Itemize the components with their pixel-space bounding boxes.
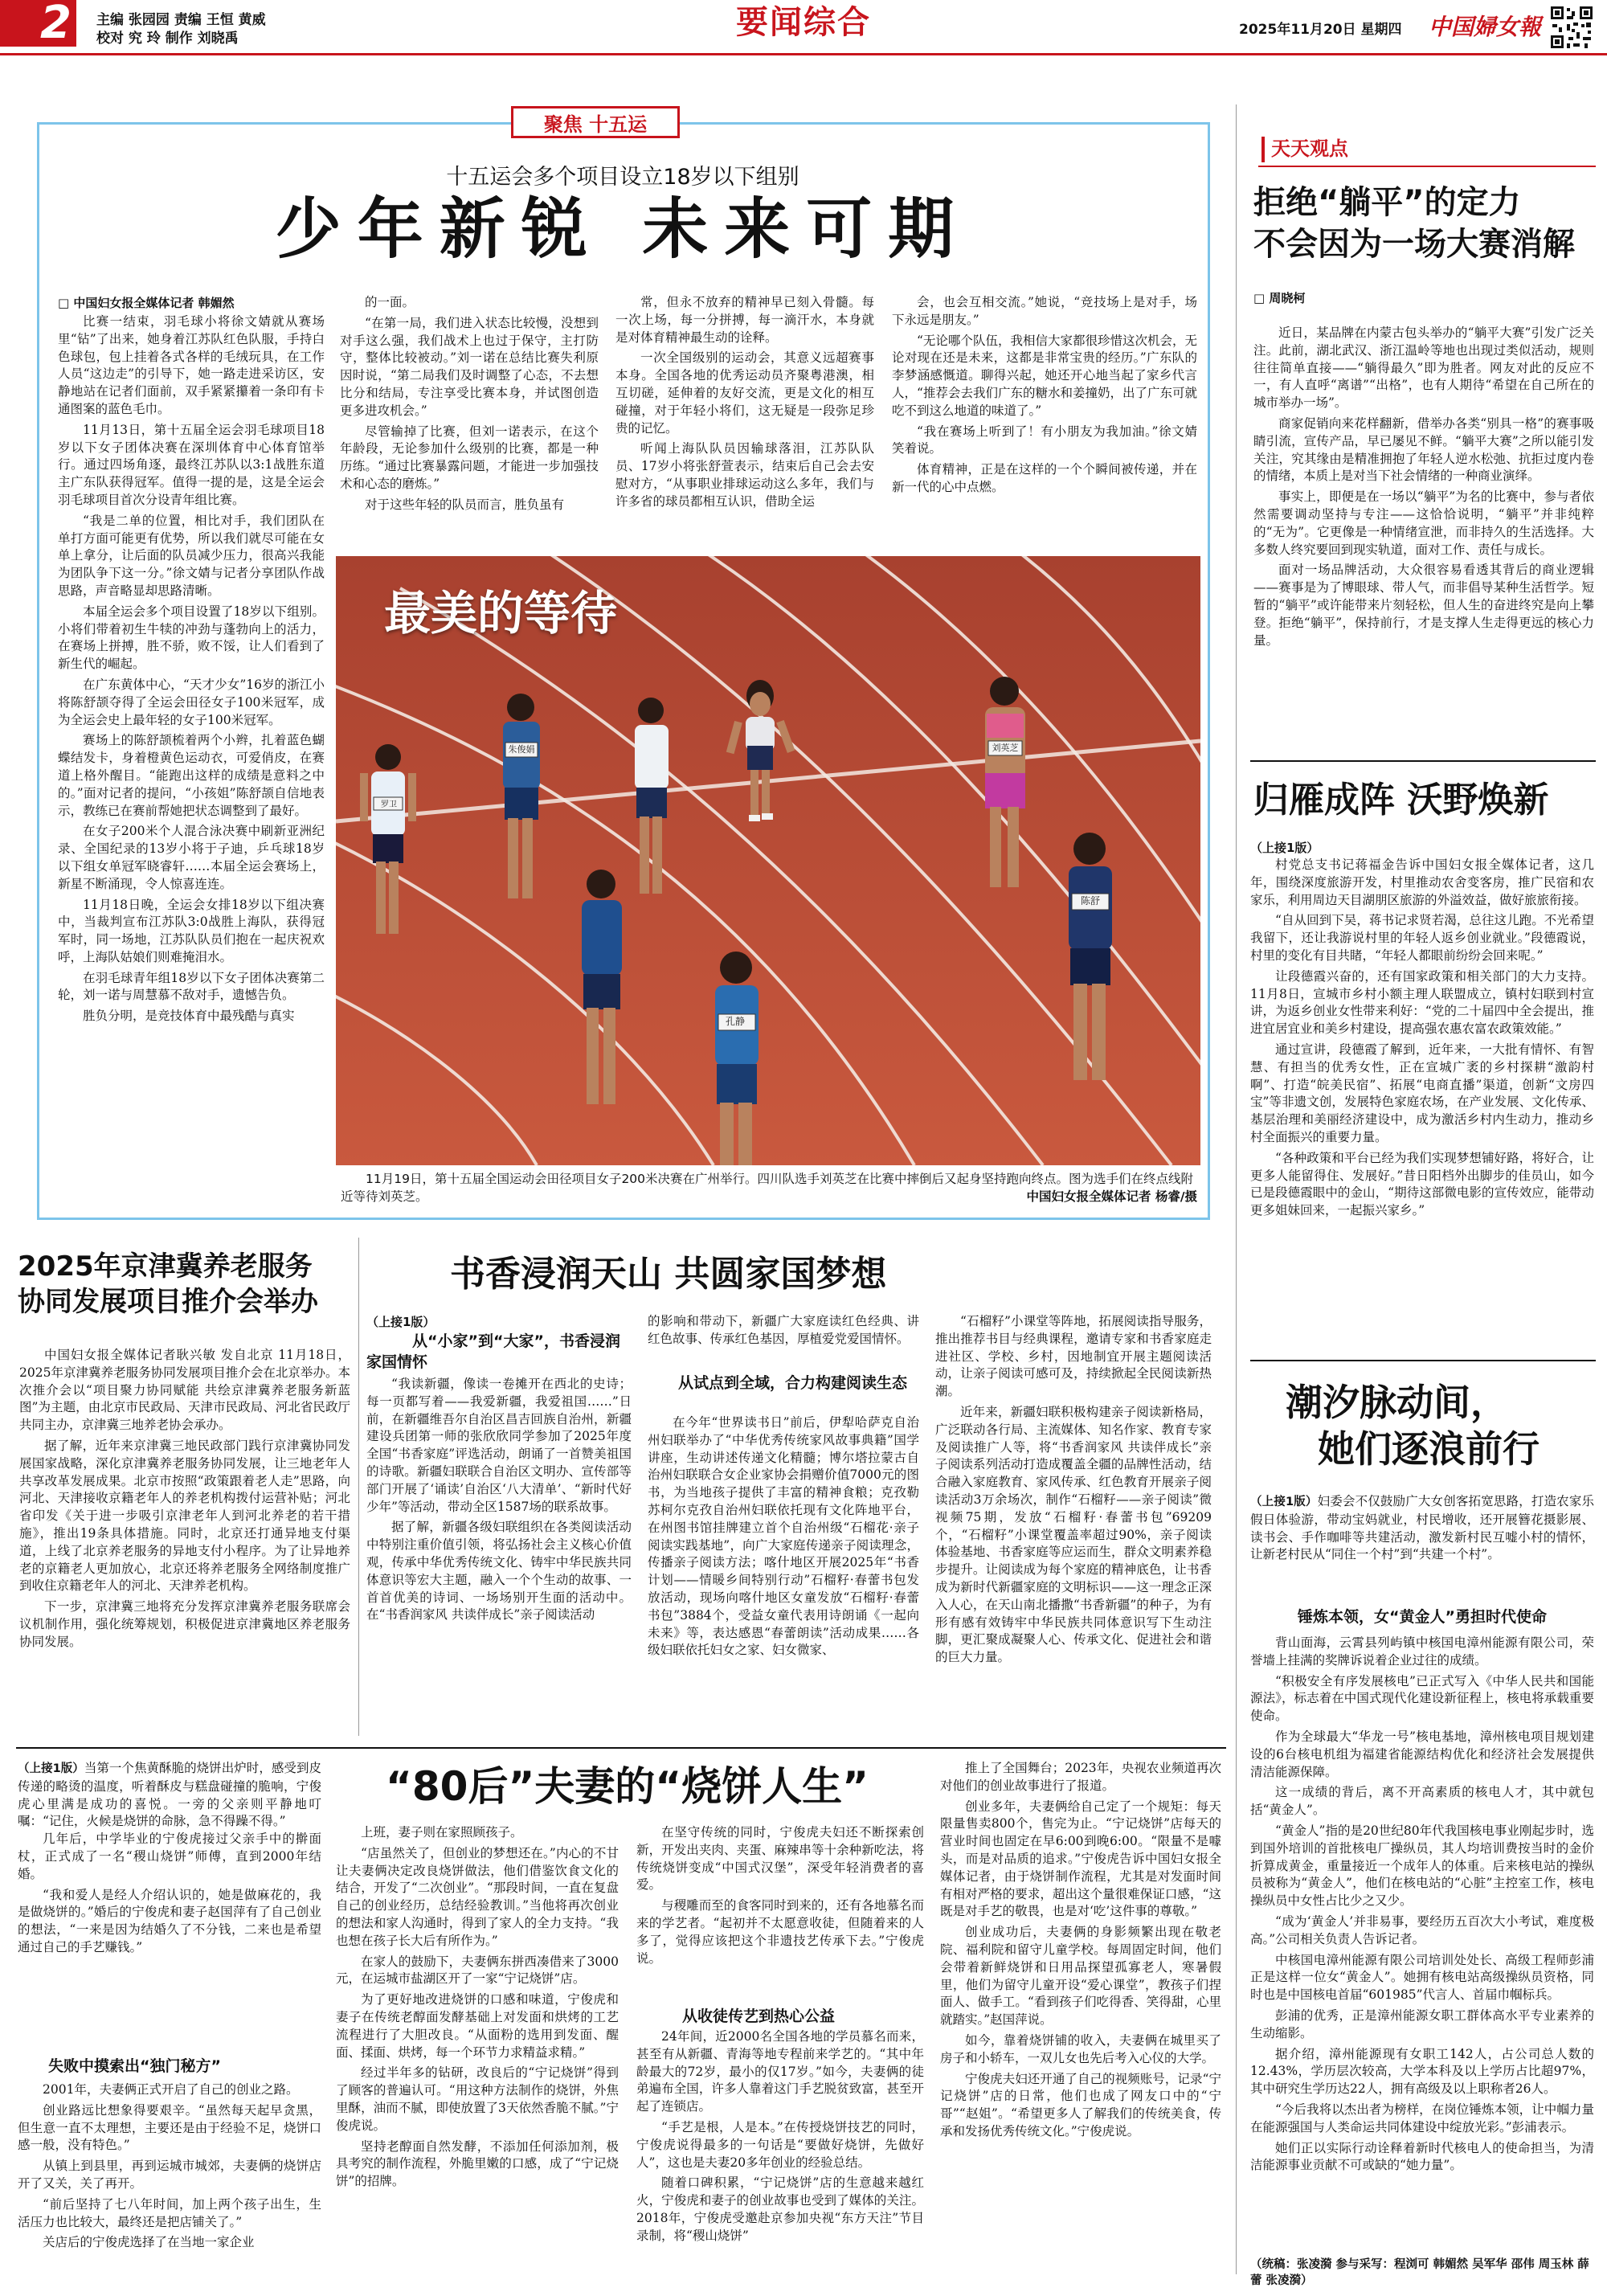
paragraph: 上班，妻子则在家照顾孩子。 [361,1825,523,1840]
shaobing-lead: （上接1版） [18,1762,84,1775]
paragraph: 创业成功后，夫妻俩的身影频繁出现在敬老院、福利院和留守儿童学校。每周固定时间，他们会带着新鲜烧饼和日用品探望孤寡老人，寒暑假里，他们为留守儿童开设“爱心课堂”，教孩子们捏面人、做手工。“看到孩子们吃得香、笑得甜，心里就踏实。”赵国萍说。 [940,1925,1221,2028]
paragraph: 赛场上的陈舒颉梳着两个小辫，扎着蓝色蝴蝶结发卡，身着橙黄色运动衣，可爱俏皮，在赛道上格外醒目。“能跑出这样的成绩是意料之中的。”面对记者的提问，“小孩姐”陈舒颉自信地表示，教练已在赛前帮她把状态调整到了最好。 [58,733,325,818]
masthead-rule [0,53,1607,55]
shaobing-col-4 [940,1760,1221,2292]
opinion-title-2: 不会因为一场大赛消解 [1253,226,1575,263]
shaobing-col-2-body [336,1824,619,2191]
paragraph: 几年后，中学毕业的宁俊虎接过父亲手中的擀面杖，正式成了一名“稷山烧饼”师傅，直到2000年结婚。 [18,1831,321,1881]
paragraph: 创业多年，夫妻俩给自己定了一个规矩：每天限量售卖800个，售完为止。“宁记烧饼”店每天的营业时间也固定在早6:00到晚6:00。“限量不是噱头，而是对品质的追求。”宁俊虎告诉中国妇女报全媒体记者，由于烧饼制作流程，尤其是对发面时间有相对严格的要求，超出这个量很难保证口感，“这既是对手艺的敬畏，也是对‘吃’这件事的尊敬。” [940,1799,1221,1919]
books-col-3 [935,1313,1212,1736]
books-subhead-1: 从“小家”到“大家”，书香浸润家国情怀 [366,1332,620,1371]
feature-col-4-body [892,294,1197,497]
shaobing-col-1-body [18,1761,321,1957]
paragraph: 从镇上到县里，再到运城市城郊，夫妻俩的烧饼店开了又关，关了再开。 [18,2159,321,2191]
books-col-3-body [935,1313,1212,1667]
books-col-1 [366,1376,632,1736]
paragraph: “成为‘黄金人’并非易事，要经历五百次大小考试，难度极高。”公司相关负责人告诉记者。 [1250,1913,1594,1946]
paragraph: “我在赛场上听到了！有小朋友为我加油。”徐文婧笑着说。 [892,424,1197,456]
paragraph: 推上了全国舞台；2023年，央视农业频道再次对他们的创业故事进行了报道。 [940,1761,1221,1793]
elder-title-1: 2025年京津冀养老服务 [18,1250,313,1283]
paragraph: 在今年“世界读书日”前后，伊犁哈萨克自治州妇联举办了“中华优秀传统家风故事典籍”国学讲座，生动讲述传递文化精髓；博尔塔拉蒙古自治州妇联联合女企业家协会捐赠价值7000元的图书，为当地孩子提供了丰富的精神食粮；克孜勒苏柯尔克孜自治州妇联依托现有文化阵地平台，在州图书馆挂牌建立首个自治州级“石榴花·亲子阅读实践基地”，向广大家庭传递亲子阅读理念，传播亲子阅读方法；喀什地区开展2025年“书香计划——情暖乡间特别行动”石榴籽·春蕾书包发放活动，现场向喀什地区女童发放“石榴籽·春蕾书包”3884个，受益女童代表用诗朗诵《一起向未来》等，表达感恩“春蕾朗读”活动成果……各级妇联依托妇女之家、妇女微家、 [648,1415,919,1658]
staff-line-1: 主编 张园园 责编 王恒 黄威 [96,12,266,28]
shaobing-col-4-body [940,1760,1221,2141]
elder-body [19,1347,350,1733]
shaobing-subhead-1: 失败中摸索出“独门秘方” [48,2057,221,2075]
feature-byline: □ 中国妇女报全媒体记者 韩媚然 [58,296,235,310]
page-number: 2 [40,0,72,49]
paragraph: 体育精神，正是在这样的一个个瞬间被传递，并在新一代的心中点燃。 [892,462,1197,494]
opinion-title-1: 拒绝“躺平”的定力 [1253,184,1521,221]
paragraph: 一次全国级别的运动会，其意义远超赛事本身。全国各地的优秀运动员齐聚粤港澳，相互切磋，延伸着的友好交流，更是文化的相互碰撞，对于年轻小将们，这无疑是一段弥足珍贵的记忆。 [615,350,874,436]
paragraph: 的影响和带动下，新疆广大家庭读红色经典、讲红色故事、传承红色基因，厚植爱党爱国情怀。 [648,1314,919,1346]
paragraph: 中核国电漳州能源有限公司培训处处长、高级工程师彭浦正是这样一位女“黄金人”。她拥有核电站高级操纵员资格，同时也是中国核电首届“601985”代言人、首届巾帼标兵。 [1250,1952,1594,2003]
paragraph: 创业路远比想象得要艰辛。“虽然每天起早贪黑，但生意一直不太理想，主要还是由于经验不足，烧饼口感一般，没有特色。” [18,2102,321,2153]
tide-title-1: 潮汐脉动间， [1286,1381,1507,1424]
staff-line-2: 校对 究 玲 制作 刘晓禹 [96,31,239,47]
tide-title-2: 她们逐浪前行 [1318,1427,1540,1471]
feature-col-2 [340,294,599,551]
shaobing-col-1b-body [18,2081,321,2252]
paragraph: “在第一局，我们进入状态比较慢，没想到对手这么强，我们战术上也过于保守，主打防守，整体比较被动。”刘一诺在总结比赛失利原因时说，“第二局我们及时调整了心态，不去想比分和结局，专注享受比赛本身，并试图创造更多进攻机会。” [340,315,599,418]
tide-intro [1250,1493,1594,1602]
paragraph: 彭浦的优秀，正是漳州能源女职工群体高水平专业素养的生动缩影。 [1250,2007,1594,2040]
feature-col-3 [615,294,874,551]
paragraph: “我是二单的位置，相比对手，我们团队在单打方面可能更有优势，所以我们就尽可能在女单上拿分，让后面的队员减少压力，很高兴我能为团队争下这一分。”徐文婧与记者分享团队作战思路，声音略显却思路清晰。 [58,513,325,598]
books-title: 书香浸润天山 共圆家国梦想 [450,1254,887,1295]
paragraph: 村党总支书记蒋福金告诉中国妇女报全媒体记者，这几年，围绕深度旅游开发，村里推动农舍变客房，推广民宿和农家乐，利用周边天目湖朋区旅游的外溢效益，做好旅旅衔接。 [1250,857,1594,907]
paragraph: 如今，靠着烧饼铺的收入，夫妻俩在城里买了房子和小轿车，一双儿女也先后考入心仪的大学。 [940,2032,1221,2065]
paragraph: 坚持老醇面自然发酵，不添加任何添加剂，极具考究的制作流程，外脆里嫩的口感，成了“宁记烧饼”的招牌。 [336,2138,619,2189]
paragraph: 近年来，新疆妇联积极构建亲子阅读新格局，广泛联动各行局、主流媒体、知名作家、教育专家及阅读推广人等，将“书香润家风 共读伴成长”亲子阅读系列活动打造成覆盖全疆的品牌性活动，结合融入家庭教育、家风传承、红色教育开展亲子阅读活动3万余场次，制作“石榴籽——亲子阅读”微视频75期，发放“石榴籽·春蕾书包”69209个，“石榴籽”小课堂覆盖率超过90%，亲子阅读体验基地、书香家庭等应运而生，群众文明素养稳步提升。让阅读成为每个家庭的精神底色，让书香成为新时代新疆家庭的文明标识——这一理念正深入人心，在天山南北播撒“书香新疆”的种子，为有形有感有效铸牢中华民族共同体意识写下生动注脚，更汇聚成凝聚人心、传承文化、促进社会和谐的巨大力量。 [935,1404,1212,1665]
paragraph: 中国妇女报全媒体记者耿兴敏 发自北京 11月18日，2025年京津冀养老服务协同发展项目推介会在北京举办。本次推介会以“项目聚力协同赋能 共绘京津冀养老服务新蓝图”为主题，由北京市民政局、天津市民政局、河北省民政厅共同主办，京津冀三地养老协会承办。 [19,1348,350,1433]
feature-col-2-body [340,294,599,514]
paragraph: 在坚守传统的同时，宁俊虎夫妇还不断探索创新，开发出夹肉、夹蛋、麻辣串等十余种新吃法，将传统烧饼变成“中国式汉堡”，深受年轻消费者的喜爱。 [636,1825,924,1893]
paragraph: “各种政策和平台已经为我们实现梦想铺好路，将好合，让更多人能留得住、发展好。”昔日阳档外出脚步的佳员山，如今已是段德霞眼中的金山，“期待这部微电影的宣传效应，能带动更多姐妹回来，一起振兴家乡。” [1250,1150,1594,1218]
paragraph: “前后坚持了七八年时间，加上两个孩子出生，生活压力也比较大，最终还是把店铺关了。” [18,2196,321,2229]
paragraph: “自从回到下吴，蒋书记求贤若渴，总往这儿跑。不光希望我留下，还让我游说村里的年轻人返乡创业就业。”段德霞说，村里的变化有目共睹，“年轻人都眼前纷纷会回来呢。” [1250,913,1594,963]
paragraph: 24年间，近2000名全国各地的学员慕名而来，甚至有从新疆、青海等地专程前来学艺的。“其中年龄最大的72岁，最小的仅17岁。”如今，夫妻俩的徒弟遍布全国，许多人靠着这门手艺脱贫致富，甚至开起了连锁店。 [636,2029,924,2114]
bib-label: 孔静 [725,1016,745,1027]
paragraph: 为了更好地改进烧饼的口感和味道，宁俊虎和妻子在传统老醇面发酵基础上对发面和烘烤的工艺流程进行了大胆改良。“从面粉的选用到发面、醒面、揉面、烘烤，每一个环节力求精益求精。” [336,1992,619,2060]
books-lead: （上接1版） [366,1315,435,1329]
opinion-body-inner [1253,325,1594,649]
paragraph: 比赛一结束，羽毛球小将徐文婧就从赛场里“钻”了出来，她身着江苏队红色队服，手持白色球包，包上挂着各式各样的毛绒玩具，在工作人员“这边走”的引导下，她一路走进采访区，安静地站在记者们面前，双手紧紧攥着一条印有卡通图案的蓝色毛巾。 [58,314,325,416]
paragraph: “店虽然关了，但创业的梦想还在。”内心的不甘让夫妻俩决定改良烧饼做法，他们借鉴饮食文化的结合，开发了“二次创业”。“那段时间，一直在复盘自己的创业经历，总结经验教训。”当他将再次创业的想法和家人沟通时，得到了家人的全力支持。“我也想在孩子长大后有所作为。” [336,1845,619,1948]
elder-body-inner [19,1347,350,1651]
paragraph: “今后我将以杰出者为榜样，在岗位锤炼本领，让中帼力量在能源强国与人类命运共同体建设中绽放光彩。”彭浦表示。 [1250,2102,1594,2134]
paragraph: 据了解，近年来京津冀三地民政部门践行京津冀协同发展国家战略，深化京津冀养老服务协同发展，让三地老年人共享改革发展成果。北京市按照“政策跟着老人走”思路，向河北、天津接收京籍老年人的养老机构拨付运营补贴；河北省印发《关于进一步吸引京津老年人到河北养老的若干措施》，推出19条具体措施。同时，北京还打通异地支付渠道，上线了北京养老服务的异地支付小程序。为了让异地养老的京籍老人更加放心，北京还将养老服务全网络制度推广到收住京籍老年人的河北、天津养老机构。 [19,1438,350,1594]
paragraph: “我和爱人是经人介绍认识的，她是做麻花的，我是做烧饼的。”婚后的宁俊虎和妻子赵国萍有了自己创业的想法，“一来是因为结婚久了不分钱，二来也是希望通过自己的手艺赚钱。” [18,1887,321,1954]
books-col-2a [648,1313,919,1374]
feature-col-3-body [615,294,874,511]
shaobing-col-3a [636,1824,924,2006]
paragraph: 面对一场品牌活动，大众很容易看透其背后的商业逻辑——赛事是为了博眼球、带人气，而非倡导某种生活哲学。短暂的“躺平”或许能带来片刻轻松，但人生的奋进终究是向上攀登。拒绝“躺平”，保持前行，才是支撑人生走得更远的核心力量。 [1253,563,1594,648]
race-photo [336,556,1200,1165]
paragraph: “积极安全有序发展核电”已正式写入《中华人民共和国能源法》，标志着在中国式现代化建设新征程上，核电将承载重要使命。 [1250,1673,1594,1724]
rural-body [1250,857,1594,1349]
paragraph: 11月18日晚，全运会女排18岁以下组决赛中，当裁判宣布江苏队3:0战胜上海队，获得冠军时，同一场地，江苏队队员们抱在一起庆祝欢呼，上海队姑娘们则难掩泪水。 [58,897,325,964]
shaobing-col-1 [18,1760,321,2052]
bib-label: 罗卫 [381,800,397,809]
paragraph: 2001年，夫妻俩正式开启了自己的创业之路。 [43,2082,299,2097]
paragraph: 当第一个焦黄酥脆的烧饼出炉时，感受到皮传递的略烫的温度，听着酥皮与糕盘碰撞的脆响，宁俊虎心里满是成功的喜悦。一旁的父亲则平静地叮嘱：“记住，火候是烧饼的命脉，急不得躁不得。” [18,1761,321,1829]
shaobing-col-2 [336,1824,619,2292]
rural-title: 归雁成阵 沃野焕新 [1253,780,1549,821]
tide-body-inner [1250,1635,1594,2175]
paragraph: “无论哪个队伍，我相信大家都很珍惜这次机会，无论对现在还是未来，这都是非常宝贵的经历。”广东队的李梦涵感慨道。聊得兴起，她还开心地当起了家乡代言人，“推荐会去我们广东的糖水和姜撞奶，出了广东可就吃不到这么地道的味道了。” [892,333,1197,418]
paragraph: 通过宣讲，段德霞了解到，近年来，一大批有情怀、有智慧、有担当的优秀女性，正在宣城广袤的乡村探耕“激韵村啊”、打造“皖美民宿”、拓展“电商直播”渠道，创新“文房四宝”等非遗文创，发展特色家庭农场，在产业发展、文化传承、基层治理和美丽经济建设中，成为激活乡村内生动力，推动乡村全面振兴的重要力量。 [1250,1042,1594,1144]
paragraph: 本届全运会多个项目设置了18岁以下组别。小将们带着初生牛犊的冲劲与蓬勃向上的活力，在赛场上拼搏，胜不骄，败不馁，让人们看到了新生代的崛起。 [58,604,325,672]
shaobing-subhead-2: 从收徒传艺到热心公益 [682,2007,836,2025]
paragraph: 作为全球最大“华龙一号”核电基地，漳州核电项目规划建设的6台核电机组为福建省能源结构优化和经济社会发展提供清洁能源保障。 [1250,1729,1594,1779]
paragraph: 下一步，京津冀三地将充分发挥京津冀养老服务联席会议机制作用，强化统筹规划，积极促进京津冀地区养老服务协同发展。 [19,1599,350,1649]
date-line: 2025年11月20日 星期四 [1239,22,1402,38]
paragraph: 胜负分明，是竞技体育中最残酷与真实 [83,1009,295,1024]
rural-body-inner [1250,857,1594,1220]
photo-title: 最美的等待 [384,586,618,641]
opinion-tag: 天天观点 [1271,137,1348,160]
paragraph: 随着口碑积累，“宁记烧饼”店的生意越来越红火，宁俊虎和妻子的创业故事也受到了媒体的关注。2018年，宁俊虎受邀赴京参加央视“东方天注”节目录制，将“稷山烧饼” [636,2175,924,2243]
shaobing-col-3b [636,2028,924,2292]
tide-lead: （上接1版） [1250,1496,1318,1508]
paragraph: 商家促销向来花样翻新，借举办各类“别具一格”的赛事吸睛引流，宣传产品，早已屡见不鲜。“躺平大赛”之所以能引发关注，究其缘由是精准拥抱了年轻人逆水松弛、抗拒过度内卷的情绪，本质上是对当下社会情绪的一种商业演绎。 [1253,415,1594,484]
feature-banner: 聚焦 十五运 [511,106,680,138]
paragraph: “手艺是根，人是本。”在传授烧饼技艺的同时，宁俊虎说得最多的一句话是“要做好烧饼，先做好人”，这也是夫妻20多年创业的经验总结。 [636,2119,924,2170]
photo-caption: 11月19日，第十五届全国运动会田径项目女子200米决赛在广州举行。四川队选手刘英芝在比赛中摔倒后又起身坚持跑向终点。图为选手们在终点线附近等待刘英芝。 [341,1172,1194,1204]
paragraph: 这一成绩的背后，离不开高素质的核电人才，其中就包括“黄金人”。 [1250,1785,1594,1818]
bib-label: 陈舒 [1080,895,1100,907]
paragraph: 在家人的鼓励下，夫妻俩东拼西凑借来了3000元，在运城市盐湖区开了一家“宁记烧饼”店。 [336,1954,619,1987]
paragraph: 她们正以实际行动诠释着新时代核电人的使命担当，为清洁能源事业贡献不可或缺的“她力量”。 [1250,2140,1594,2173]
feature-title: 少年新锐 未来可期 [275,191,971,268]
shaobing-col-3b-body [636,2028,924,2245]
books-subhead-2: 从试点到全域，合力构建阅读生态 [678,1374,908,1392]
tide-staff: （统稿：张凌漪 参与采写：程浏可 韩媚然 吴军华 邵伟 周玉林 薛蕾 张凌漪） [1250,2258,1589,2287]
paragraph: 听闻上海队队员因输球落泪，江苏队队员、17岁小将张舒萱表示，结束后自己会去安慰对方，“从事职业排球运动这么多年，我们与许多省的球员都相互认识，借助全运 [615,441,874,509]
feature-col-1 [58,313,325,1212]
paragraph: 在羽毛球青年组18岁以下女子团体决赛第二轮，刘一诺与周慧慕不敌对手，遗憾告负。 [58,970,325,1003]
books-col-2a-body [648,1313,919,1349]
feature-col-4 [892,294,1197,551]
rural-lead: （上接1版） [1250,841,1319,855]
paragraph: 11月13日，第十五届全运会羽毛球项目18岁以下女子团体决赛在深圳体育中心体育馆举行。通过四场角逐，最终江苏队以3:1战胜东道主广东队获得冠军。值得一提的是，这是全运会羽毛球项目首次分设青年组比赛。 [58,422,325,507]
paper-logo: 中国婦女報 [1429,14,1542,40]
paragraph: 经过半年多的钻研，改良后的“宁记烧饼”得到了顾客的普遍认可。“用这种方法制作的烧饼，外焦里酥，油而不腻，即使放置了3天依然香脆不腻。”宁俊虎说。 [336,2065,619,2133]
paragraph: 宁俊虎夫妇还开通了自己的视频账号，记录“宁记烧饼”店的日常，他们也成了网友口中的“宁哥”“赵姐”。“希望更多人了解我们的传统美食，传承和发扬优秀传统文化。”宁俊虎说。 [940,2071,1221,2138]
paragraph: 关店后的宁俊虎选择了在当地一家企业 [43,2235,255,2250]
paragraph: “我读新疆，像读一卷摊开在西北的史诗；每一页都写着——我爱新疆，我爱祖国……”日前，在新疆维吾尔自治区昌吉回族自治州，新疆建设兵团第一师的张欣欣同学参加了2025年度全国“书香家庭”评选活动，朗诵了一首赞美祖国的诗歌。新疆妇联联合自治区文明办、宣传部等部门开展了‘诵读’自治区‘八大清单’、“新时代好少年”等活动，带动全区1587场的联系故事。 [366,1377,632,1514]
paragraph: 与稷雕而至的食客同时到来的，还有各地慕名而来的学艺者。“起初并不太愿意收徒，但随着来的人多了，觉得应该把这个非遗技艺传承下去。”宁俊虎说。 [636,1898,924,1966]
books-col-2b-body [648,1414,919,1660]
paragraph: 对于这些年轻的队员而言，胜负虽有 [365,497,565,512]
photo-credit: 中国妇女报全媒体记者 杨睿/摄 [1026,1189,1197,1204]
bib-label: 刘英芝 [992,743,1019,753]
paragraph: “黄金人”指的是20世纪80年代我国核电事业刚起步时，选到国外培训的首批核电厂操纵员，其人均培训费按当时的金价折算成黄金，重量接近一个成年人的体重。后来核电站的操纵员被称为“黄金人”，他们在核电站的“心脏”主控室工作，核电操纵员中女性占比少之又少。 [1250,1823,1594,1909]
qr-code-icon [1549,5,1594,50]
paragraph: 会，也会互相交流。”她说，“竞技场上是对手，场下永远是朋友。” [892,295,1197,327]
tide-body [1250,1635,1594,2261]
shaobing-col-3a-body [636,1824,924,1967]
elder-title-2: 协同发展项目推介会举办 [18,1286,318,1318]
paragraph: 常，但永不放弃的精神早已刻入骨髓。每一次上场，每一分拼搏，每一滴汗水，本身就是对体育精神最生动的诠释。 [615,295,874,345]
mid-horizontal-rule [16,1747,1226,1749]
paragraph: 据介绍，漳州能源现有女职工142人，占公司总人数的12.43%，学历层次较高，大学本科及以上学历占比超97%，其中研究生学历达22人，拥有高级及以上职称者26人。 [1250,2046,1594,2097]
feature-subtitle: 十五运会多个项目设立18岁以下组别 [446,165,799,190]
books-col-2b [648,1414,919,1736]
paragraph: “石榴籽”小课堂等阵地，拓展阅读指导服务，推出推荐书目与经典课程，邀请专家和书香家庭走进社区、学校、乡村，因地制宜开展主题阅读活动，让亲子阅读可感可及，持续掀起全民阅读新热潮。 [935,1314,1212,1399]
opinion-divider [1250,760,1596,762]
tide-intro-text: 妇委会不仅鼓励广大女创客拓宽思路，打造农家乐假日体验游，带动宝妈就业，村民增收，还开展簪花摄影展、读书会、手作咖啡等共建活动，激发新村民互嘘小村的情怀，让新老村民从“同住一个村”到“共建一个村”。 [1250,1494,1594,1562]
right-col-separator [1236,104,1237,2274]
books-col-1-body [366,1376,632,1624]
paragraph: 尽管输掉了比赛，但刘一诺表示，在这个年龄段，无论参加什么级别的比赛，都是一种历练。“通过比赛暴露问题，才能进一步加强技术和心态的磨炼。” [340,424,599,491]
rural-divider [1250,1360,1596,1361]
shaobing-col-1b [18,2081,321,2292]
paragraph: 在女子200米个人混合泳决赛中刷新亚洲纪录、全国纪录的13岁小将于子迪，乒乓球18岁以下组女单冠军晓睿轩……本届全运会赛场上，新星不断涌现，令人惊喜连连。 [58,824,325,891]
section-title: 要闻综合 [736,3,871,41]
tide-subhead: 锤炼本领，女“黄金人”勇担时代使命 [1298,1608,1547,1626]
paragraph: 事实上，即便是在一场以“躺平”为名的比赛中，参与者依然需要调动坚持与专注——这恰恰说明，“躺平”并非纯粹的“无为”。它更像是一种情绪宣泄，而非持久的生活选择。大多数人终究要回到现实轨道，面对工作、责任与成长。 [1253,489,1594,557]
paragraph: 近日，某品牌在内蒙古包头举办的“躺平大赛”引发广泛关注。此前，湖北武汉、浙江温岭等地也出现过类似活动，规则往往简单直接——“躺得最久”即为胜者。网友对此的反应不一，有人直呼“离谱”“出格”，也有人期待“希望在自己所在的城市举办一场”。 [1253,325,1594,411]
paragraph: 据了解，新疆各级妇联组织在各类阅读活动中特别注重价值引领，将弘扬社会主义核心价值观，传承中华优秀传统文化、铸牢中华民族共同体意识等宏大主题，融入一个个生动的故事、一首首优美的诗词、一场场别开生面的活动中。在“书香润家风 共读伴成长”亲子阅读活动 [366,1520,632,1623]
feature-col-1-body [58,313,325,1025]
opinion-body [1253,325,1594,751]
paragraph: 背山面海，云霄县列屿镇中核国电漳州能源有限公司，荣誉墙上挂满的奖牌诉说着企业过往的成绩。 [1250,1635,1594,1668]
shaobing-title: “80后”夫妻的“烧饼人生” [386,1763,869,1810]
paragraph: 让段德霞兴奋的，还有国家政策和相关部门的大力支持。11月8日，宣城市乡村小额主理人联盟成立，镇村妇联到村宣讲，为返乡创业女性带来利好：“党的二十届四中全会提出，推进宜居宜业和美乡村建设，提高强农惠农富农政策效能。” [1250,968,1594,1037]
opinion-tag-rule [1258,166,1596,167]
elder-vsep [358,1238,359,1736]
paragraph: 在广东黄体中心，“天才少女”16岁的浙江小将陈舒颉夺得了全运会田径女子100米冠军，成为全运会史上最年轻的女子100米冠军。 [58,677,325,727]
bib-label: 朱俊娟 [508,744,535,755]
opinion-byline: □ 周晓柯 [1253,291,1306,305]
paragraph: 的一面。 [365,295,415,309]
